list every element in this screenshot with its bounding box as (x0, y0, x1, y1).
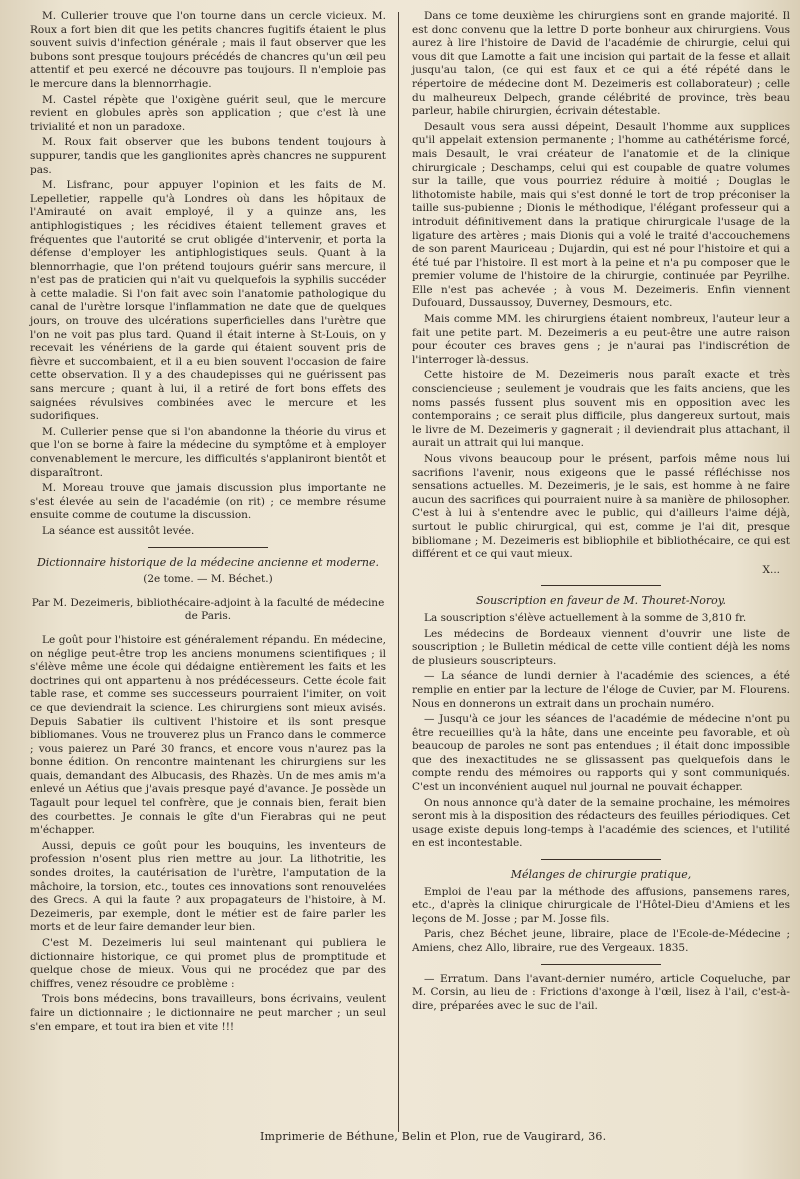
paragraph: Aussi, depuis ce goût pour les bouquins, les inventeurs de profession n'osent plus rien mettre au jour. La lithotritie, les sondes droites, la cautérisation de l'urètre, l'amputation de la mâchoire, la torsion, etc., toutes ces innovations sont renouvelées des Grecs. A qui la faute ? aux propagateurs de l'histoire, à M. Dezeimeris, par exemple, dont le métier est de faire parler les morts et de leur faire demander leur bien. (30, 839, 386, 934)
paragraph: Le goût pour l'histoire est généralement répandu. En médecine, on néglige peut-être trop les anciens monumens scientifiques ; il s'élève même une école qui dédaigne entièrement les faits et les doctrines qui ont appartenu à nos prédécesseurs. Cette école fait table rase, et comme ses successeurs pourraient l'imiter, on voit ce que deviendrait la science. Les chirurgiens sont mieux avisés. Depuis Sabatier ils cultivent l'histoire et ils sont presque bibliomanes. Vous ne trouverez plus un Franco dans le commerce ; vous paierez un Paré 30 francs, et encore vous n'aurez pas la bonne édition. On rencontre maintenant les chirurgiens sur les quais, demandant des Albucasis, des Rhazès. Un de mes amis m'a enlevé un Aétius que j'avais presque payé d'avance. Je possède un Tagault pour lequel tel confrère, que je connais bien, ferait bien des courbettes. Je connais le gîte d'un Fierabras qui ne peut m'échapper. (30, 633, 386, 837)
printer-imprint: Imprimerie de Béthune, Belin et Plon, rue de Vaugirard, 36. (260, 1130, 607, 1143)
paragraph: Emploi de l'eau par la méthode des affusions, pansemens rares, etc., d'après la clinique chirurgicale de l'Hôtel-Dieu d'Amiens et les leçons de M. Josse ; par M. Josse fils. (412, 885, 790, 925)
divider (541, 964, 661, 965)
column-rule (398, 12, 399, 1132)
paragraph: M. Moreau trouve que jamais discussion plus importante ne s'est élevée au sein de l'académie (on rit) ; ce membre résume ensuite comme de coutume la discussion. (30, 482, 386, 522)
paragraph: La séance est aussitôt levée. (42, 524, 195, 537)
paragraph: — Jusqu'à ce jour les séances de l'académie de médecine n'ont pu être recueillies qu'à la hâte, dans une enceinte peu favorable, et où beaucoup de paroles ne sont pas entendues ; il était donc impossible que des inexactitudes ne se glissassent pas quelquefois dans le compte rendu des mémoires ou rapports qui y sont communiqués. C'est un inconvénient auquel nul journal ne pouvait échapper. (412, 713, 790, 794)
article-byline: Par M. Dezeimeris, bibliothécaire-adjoint à la faculté de médecine de Paris. (31, 596, 385, 623)
paragraph: La souscription s'élève actuellement à la somme de 3,810 fr. (424, 611, 747, 624)
paragraph: Dans ce tome deuxième les chirurgiens sont en grande majorité. Il est donc convenu que la lettre D porte bonheur aux chirurgiens. Vous aurez à lire l'histoire de David de l'académie de chirurgie, celui qui vous dit que Lamotte a fait une incision qui partait de la fesse et allait jusqu'au talon, (ce qui est faux et ce qui a été répété dans le répertoire de médecine dont M. Dezeimeris est collaborateur) ; celle du malheureux Delpech, grande célébrité de province, très beau parleur, habile chirurgien, écrivain détestable. (412, 10, 790, 118)
paragraph: Desault vous sera aussi dépeint, Desault l'homme aux supplices qu'il appelait extension permanente ; l'homme au cathétérisme forcé, mais Desault, le vrai créateur de l'anatomie et de la clinique chirurgicale ; Deschamps, celui qui est coupable de quatre volumes sur la taille, que vous pourriez réduire à moitié ; Douglas le lithotomiste habile, mais qui s'est donné le tort de trop préconiser la taille sus-pubienne ; Dionis le méthodique, l'élégant professeur qui a introduit définitivement dans la pratique chirurgicale l'usage de la ligature des artères ; mais Dionis qui a volé le traité d'accouchemens de son parent Mauriceau ; Dujardin, qui est né pour l'histoire et qui a été tué par l'histoire. Il est mort à la peine et n'a pu composer que le premier volume de l'histoire de la chirurgie, continuée par Peyrilhe. Elle n'est pas achevée ; à vous M. Dezeimeris. Enfin viennent Dufouard, Dussaussoy, Duverney, Desmours, etc. (412, 120, 790, 310)
paragraph: Mais comme MM. les chirurgiens étaient nombreux, l'auteur leur a fait une petite part. M. Dezeimeris a eu peut-être une autre raison pour écouter ces braves gens ; je n'aurai pas l'indiscrétion de l'interroger là-dessus. (412, 313, 790, 366)
article-title: Dictionnaire historique de la médecine ancienne et moderne. (36, 555, 380, 569)
melanges-title: Mélanges de chirurgie pratique, (510, 868, 692, 882)
paragraph: — La séance de lundi dernier à l'académie des sciences, a été remplie en entier par la lecture de l'éloge de Cuvier, par M. Flourens. Nous en donnerons un extrait dans un prochain numéro. (412, 670, 790, 710)
right-column (412, 10, 790, 1015)
divider (541, 859, 661, 860)
paragraph: M. Cullerier pense que si l'on abandonne la théorie du virus et que l'on se borne à faire la médecine du symptôme et à employer convenablement le mercure, les difficultés s'applaniront bientôt et disparaîtront. (30, 425, 386, 479)
signature: X... (762, 563, 780, 576)
subscription-title: Souscription en faveur de M. Thouret-Noroy. (475, 594, 726, 608)
paragraph: M. Roux fait observer que les bubons tendent toujours à suppurer, tandis que les ganglionites après chancres ne suppurent pas. (30, 136, 386, 176)
left-column (30, 10, 386, 1036)
paragraph: M. Cullerier trouve que l'on tourne dans un cercle vicieux. M. Roux a fort bien dit que les petits chancres fugitifs étaient le plus souvent suivis d'infection générale ; mais il faut observer que les bubons sont presque toujours précédés de chancres qu'un œil peu attentif et peu exercé ne découvre pas toujours. Il n'emploie pas le mercure dans la blennorrhagie. (30, 10, 386, 90)
paragraph: Paris, chez Béchet jeune, libraire, place de l'Ecole-de-Médecine ; Amiens, chez Allo, libraire, rue des Vergeaux. 1835. (412, 928, 790, 954)
paragraph: M. Castel répète que l'oxigène guérit seul, que le mercure revient en globules après son application ; que c'est là une trivialité et non un paradoxe. (30, 93, 386, 133)
paragraph: Cette histoire de M. Dezeimeris nous paraît exacte et très consciencieuse ; seulement je voudrais que les faits anciens, que les noms passés fussent plus souvent mis en opposition avec les contemporains ; ce serait plus difficile, plus dangereux surtout, mais le livre de M. Dezeimeris y gagnerait ; il deviendrait plus attachant, il aurait un attrait qui lui manque. (412, 369, 790, 450)
paragraph: On nous annonce qu'à dater de la semaine prochaine, les mémoires seront mis à la disposition des rédacteurs des feuilles périodiques. Cet usage existe depuis long-temps à l'académie des sciences, et l'utilité en est incontestable. (412, 796, 790, 850)
paragraph: C'est M. Dezeimeris lui seul maintenant qui publiera le dictionnaire historique, ce qui promet plus de promptitude et quelque chose de mieux. Vous qui ne procédez que par des chiffres, venez résoudre ce problème : (30, 937, 386, 990)
paragraph: Nous vivons beaucoup pour le présent, parfois même nous lui sacrifions l'avenir, nous exigeons que le passé réfléchisse nos sensations actuelles. M. Dezeimeris, je le sais, est homme à ne faire aucun des sacrifices qui pourraient nuire à sa manière de philosopher. C'est à lui à s'entendre avec le public, qui d'ailleurs l'aime déjà, surtout le public chirurgical, qui est, comme je l'ai dit, presque bibliomane ; M. Dezeimeris est bibliophile et bibliothécaire, ce qui est différent et ce qui vaut mieux. (412, 453, 790, 561)
paragraph: Trois bons médecins, bons travailleurs, bons écrivains, veulent faire un dictionnaire ; le dictionnaire ne peut marcher ; un seul s'en empare, et tout ira bien et vite !!! (30, 993, 386, 1033)
divider (148, 547, 268, 548)
paragraph: M. Lisfranc, pour appuyer l'opinion et les faits de M. Lepelletier, rappelle qu'à Londres où dans les hôpitaux de l'Amirauté on avait employé, il y a quinze ans, les antiphlogistiques ; les récidives étaient tellement graves et fréquentes que l'autorité se crut obligée d'intervenir, et porta la défense d'employer les antiphlogistiques seuls. Quant à la blennorrhagie, que l'on prétend toujours guérir sans mercure, il n'est pas de praticien qui n'ait vu quelquefois la syphilis succéder à cette maladie. Si l'on fait avec soin l'anatomie pathologique du canal de l'urètre lorsque l'inflammation ne date que de quelques jours, on trouve des ulcérations superficielles dans l'urètre que l'on ne voit pas plus tard. Quand il était interne à St-Louis, on y recevait les vénériens de la garde qui étaient souvent pris de fièvre et succombaient, et il a eu bien souvent l'occasion de faire cette observation. Il y a des chaudepisses qui ne guérissent pas sans mercure ; quant à lui, il a retiré de fort bons effets des saignées révulsives combinées avec le mercure et les sudorifiques. (30, 179, 386, 423)
paragraph: Les médecins de Bordeaux viennent d'ouvrir une liste de souscription ; le Bulletin médical de cette ville contient déjà les noms de plusieurs souscripteurs. (412, 627, 790, 667)
erratum: — Erratum. Dans l'avant-dernier numéro, article Coqueluche, par M. Corsin, au lieu de : Frictions d'axonge à l'œil, lisez à l'ail, c'est-à-dire, préparées avec le suc de l'ail. (412, 972, 790, 1012)
article-subtitle: (2e tome. — M. Béchet.) (143, 573, 273, 586)
divider (541, 585, 661, 586)
